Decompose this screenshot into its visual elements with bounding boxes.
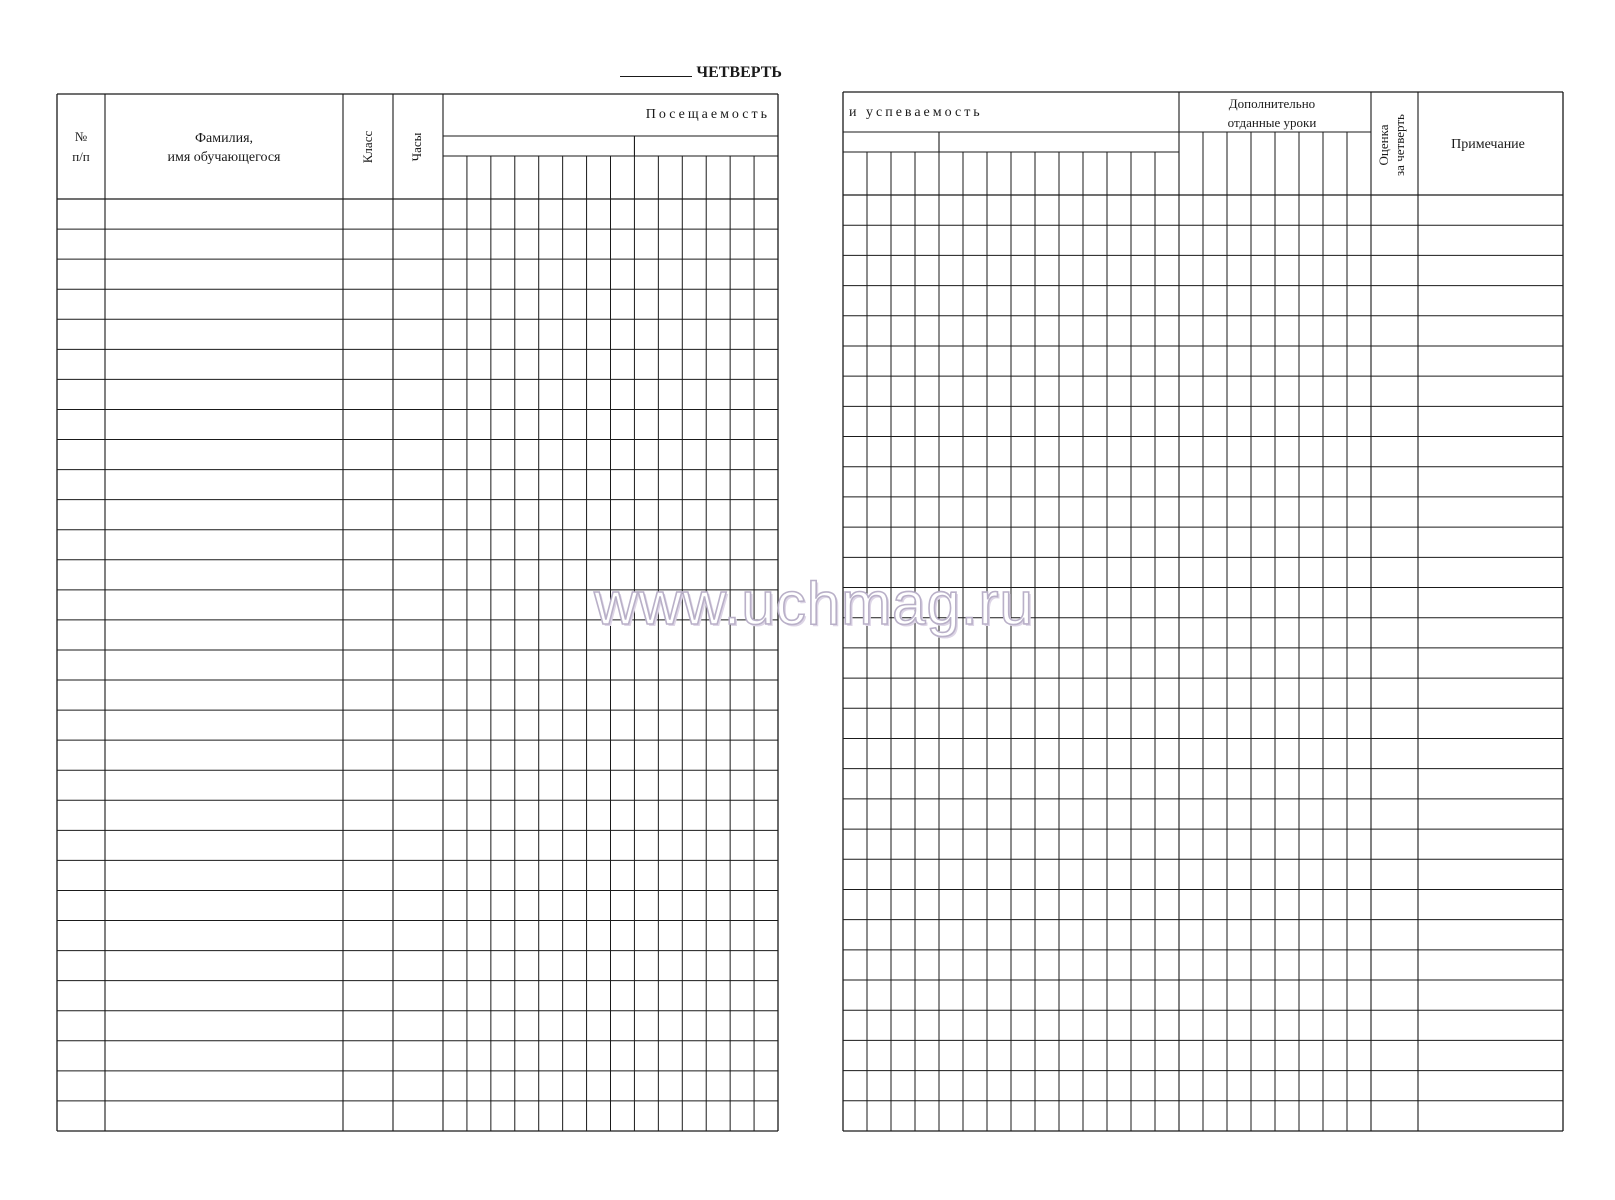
header-extra-line2: отданные уроки (1227, 115, 1317, 130)
header-extra-line1: Дополнительно (1228, 96, 1316, 111)
watermark: www.uchmag.ru (594, 570, 1034, 637)
header-grade-line2: за четверть (1392, 114, 1407, 176)
header-name-line2: имя обучающегося (167, 150, 281, 165)
header-grade-line1: Оценка (1376, 124, 1391, 166)
header-hours: Часы (409, 132, 424, 162)
right-grid-lines (843, 92, 1563, 1131)
header-attendance-cont: и успеваемость (849, 105, 983, 120)
header-attendance: Посещаемость (645, 107, 770, 122)
quarter-label: ЧЕТВЕРТЬ (696, 64, 782, 81)
header-name-line1: Фамилия, (194, 131, 254, 146)
header-num-line2: п/п (72, 149, 90, 164)
header-note: Примечание (1451, 137, 1525, 152)
header-num-line1: № (74, 129, 88, 144)
header-class: Класс (360, 130, 375, 164)
